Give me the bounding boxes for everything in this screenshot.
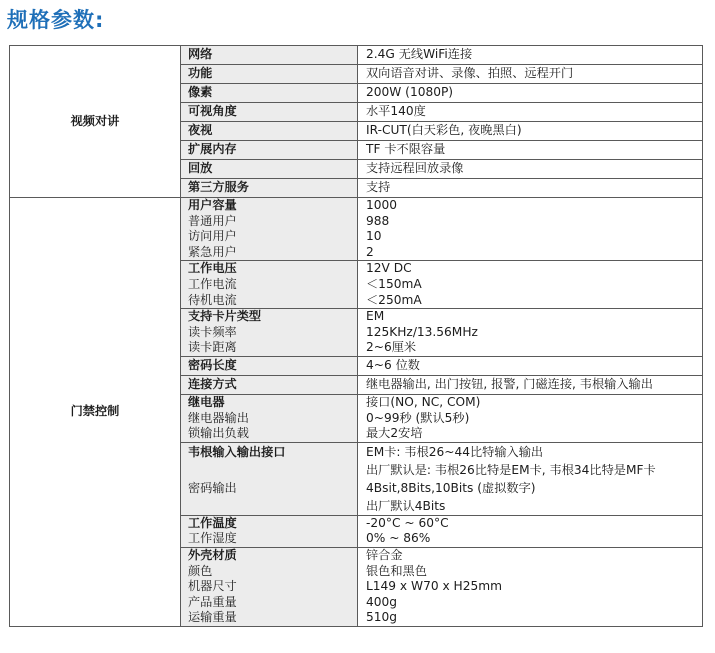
spec-value: -20°C ~ 60°C xyxy=(366,515,449,530)
spec-value: ＜150mA xyxy=(366,276,422,291)
spec-label: 运输重量 xyxy=(188,610,237,625)
spec-label-group xyxy=(181,309,358,357)
spec-label-group xyxy=(181,394,358,442)
spec-value: 支持远程回放录像 xyxy=(358,160,703,179)
table-row xyxy=(10,198,703,261)
spec-value: 1000 xyxy=(366,198,398,212)
spec-value: 0% ~ 86% xyxy=(366,531,431,546)
spec-value: 锌合金 xyxy=(366,547,403,562)
spec-label: 夜视 xyxy=(181,122,358,141)
spec-value: 银色和黑色 xyxy=(366,563,427,578)
spec-value: 510g xyxy=(366,610,397,625)
spec-value: 988 xyxy=(366,213,390,228)
spec-label: 继电器 xyxy=(188,394,225,409)
spec-value: 出厂默认4Bits xyxy=(366,498,446,513)
spec-label: 普通用户 xyxy=(188,213,237,228)
section-category-video-intercom: 视频对讲 xyxy=(10,46,181,198)
table-row xyxy=(10,46,703,65)
spec-label: 待机电流 xyxy=(188,292,237,307)
spec-label: 工作湿度 xyxy=(188,531,237,546)
spec-label: 像素 xyxy=(181,84,358,103)
spec-value-group xyxy=(358,261,703,309)
spec-value: EM xyxy=(366,309,385,324)
spec-label: 产品重量 xyxy=(188,594,237,609)
spec-value: 接口(NO, NC, COM) xyxy=(366,394,481,409)
spec-value: 0~99秒 (默认5秒) xyxy=(366,410,470,425)
spec-value: IR-CUT(白天彩色, 夜晚黑白) xyxy=(358,122,703,141)
spec-value: 4~6 位数 xyxy=(358,356,703,375)
spec-value: 125KHz/13.56MHz xyxy=(366,324,478,339)
spec-value: 2 xyxy=(366,244,374,259)
spec-value: EM卡: 韦根26~44比特输入输出 xyxy=(366,444,544,459)
spec-label: 机器尺寸 xyxy=(188,579,237,594)
spec-value: 10 xyxy=(366,229,382,244)
spec-label: 密码输出 xyxy=(188,480,237,495)
spec-value: 继电器输出, 出门按钮, 报警, 门磁连接, 韦根输入输出 xyxy=(358,375,703,394)
spec-value: L149 x W70 x H25mm xyxy=(366,579,502,594)
spec-label: 扩展内存 xyxy=(181,141,358,160)
spec-label: 工作温度 xyxy=(188,515,237,530)
spec-label: 紧急用户 xyxy=(188,244,237,259)
spec-value-group xyxy=(358,394,703,442)
spec-label: 颜色 xyxy=(188,563,213,578)
spec-value: 支持 xyxy=(358,179,703,198)
spec-label: 支持卡片类型 xyxy=(188,309,262,324)
spec-value: ＜250mA xyxy=(366,292,422,307)
section-category-access-control: 门禁控制 xyxy=(10,198,181,627)
spec-label-group xyxy=(181,442,358,515)
spec-label: 密码长度 xyxy=(181,356,358,375)
spec-value-group xyxy=(358,442,703,515)
spec-value: 水平140度 xyxy=(358,103,703,122)
spec-label: 功能 xyxy=(181,65,358,84)
spec-label: 网络 xyxy=(181,46,358,65)
spec-table xyxy=(9,45,703,627)
spec-value: 400g xyxy=(366,594,397,609)
spec-label-group xyxy=(181,198,358,261)
spec-value: TF 卡不限容量 xyxy=(358,141,703,160)
spec-label: 工作电流 xyxy=(188,276,237,291)
spec-value: 双向语音对讲、录像、拍照、远程开门 xyxy=(358,65,703,84)
spec-value: 出厂默认是: 韦根26比特是EM卡, 韦根34比特是MF卡 xyxy=(366,462,656,477)
spec-value-group xyxy=(358,309,703,357)
spec-value: 2.4G 无线WiFi连接 xyxy=(358,46,703,65)
spec-label: 用户容量 xyxy=(188,198,237,212)
spec-label: 韦根输入输出接口 xyxy=(188,444,286,459)
spec-label: 锁输出负载 xyxy=(188,426,249,441)
spec-value: 4Bsit,8Bits,10Bits (虚拟数字) xyxy=(366,480,536,495)
spec-label: 读卡频率 xyxy=(188,324,237,339)
page-title: 规格参数: xyxy=(7,8,105,32)
spec-label: 回放 xyxy=(181,160,358,179)
spec-value: 200W (1080P) xyxy=(358,84,703,103)
spec-value: 最大2安培 xyxy=(366,426,423,441)
spec-label-group xyxy=(181,261,358,309)
spec-value: 12V DC xyxy=(366,261,412,276)
spec-label: 外壳材质 xyxy=(188,547,237,562)
spec-label: 访问用户 xyxy=(188,229,237,244)
spec-label: 工作电压 xyxy=(188,261,237,276)
spec-value-group xyxy=(358,547,703,626)
spec-label-group xyxy=(181,515,358,547)
spec-label: 第三方服务 xyxy=(181,179,358,198)
spec-value-group xyxy=(358,515,703,547)
spec-value: 2~6厘米 xyxy=(366,340,417,355)
spec-label: 连接方式 xyxy=(181,375,358,394)
spec-label-group xyxy=(181,547,358,626)
spec-label: 继电器输出 xyxy=(188,410,249,425)
spec-value-group xyxy=(358,198,703,261)
spec-label: 可视角度 xyxy=(181,103,358,122)
spec-label: 读卡距离 xyxy=(188,340,237,355)
